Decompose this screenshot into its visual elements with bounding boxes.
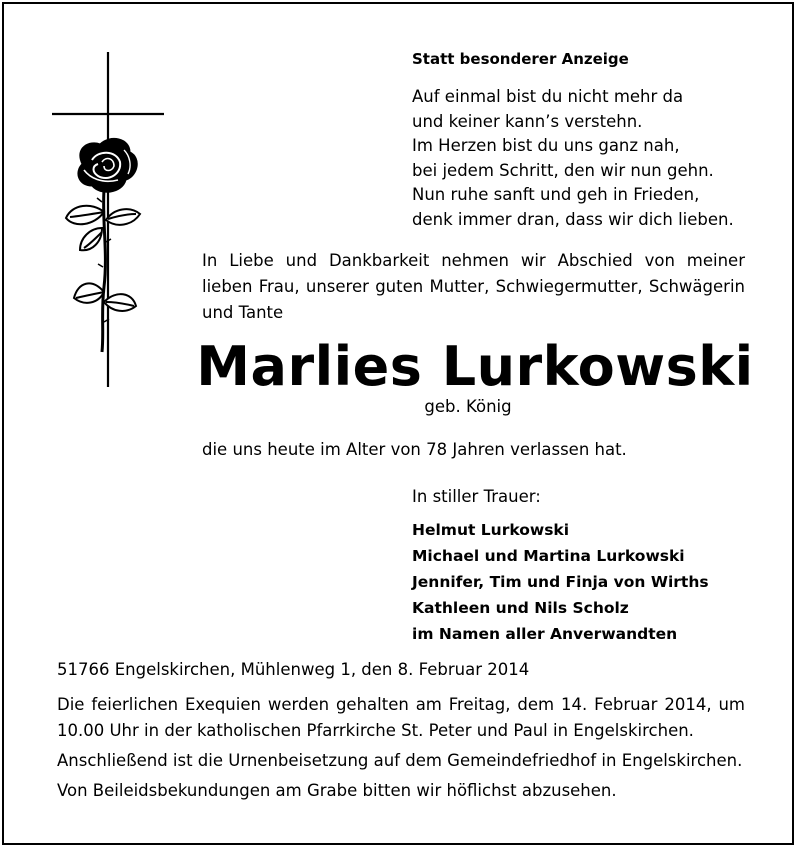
mourning-label: In stiller Trauer: <box>412 487 541 506</box>
age-line: die uns heute im Alter von 78 Jahren verlassen hat. <box>202 440 627 459</box>
family-list <box>412 517 709 647</box>
family-member: Michael und Martina Lurkowski <box>412 547 685 565</box>
notice-type-heading: Statt besonderer Anzeige <box>412 50 629 68</box>
poem <box>412 85 734 232</box>
footer-notes <box>57 692 745 808</box>
poem-line: Nun ruhe sanft und geh in Frieden, <box>412 185 700 204</box>
family-member: Jennifer, Tim und Finja von Wirths <box>412 573 709 591</box>
poem-line: und keiner kann’s verstehn. <box>412 111 643 131</box>
poem-line: Im Herzen bist du uns ganz nah, <box>412 136 680 155</box>
poem-line: Auf einmal bist du nicht mehr da <box>412 87 684 106</box>
poem-line: bei jedem Schritt, den wir nun gehn. <box>412 160 714 180</box>
family-member: Kathleen und Nils Scholz <box>412 599 629 617</box>
maiden-name: geb. König <box>424 397 512 416</box>
family-member: Helmut Lurkowski <box>412 521 570 539</box>
deceased-name: Marlies Lurkowski <box>196 335 754 398</box>
place-date: 51766 Engelskirchen, Mühlenweg 1, den 8. Februar 2014 <box>57 660 530 679</box>
footer-paragraph: Anschließend ist die Urnenbeisetzung auf dem Gemeindefriedhof in Engelskirchen. <box>57 751 743 770</box>
footer-paragraph: Die feierlichen Exequien werden gehalten am Freitag, dem 14. Februar 2014, um 10.00 Uhr in der katholischen Pfarrkirche St. Peter und Paul in Engelskirchen. <box>57 695 745 740</box>
footer-paragraph: Von Beileidsbekundungen am Grabe bitten wir höflichst abzusehen. <box>57 781 617 800</box>
poem-line: denk immer dran, dass wir dich lieben. <box>412 209 734 229</box>
family-member: im Namen aller Anverwandten <box>412 625 678 643</box>
intro-text: In Liebe und Dankbarkeit nehmen wir Abschied von meiner lieben Frau, unserer guten Mutter, Schwiegermutter, Schwägerin und Tante <box>202 251 745 322</box>
